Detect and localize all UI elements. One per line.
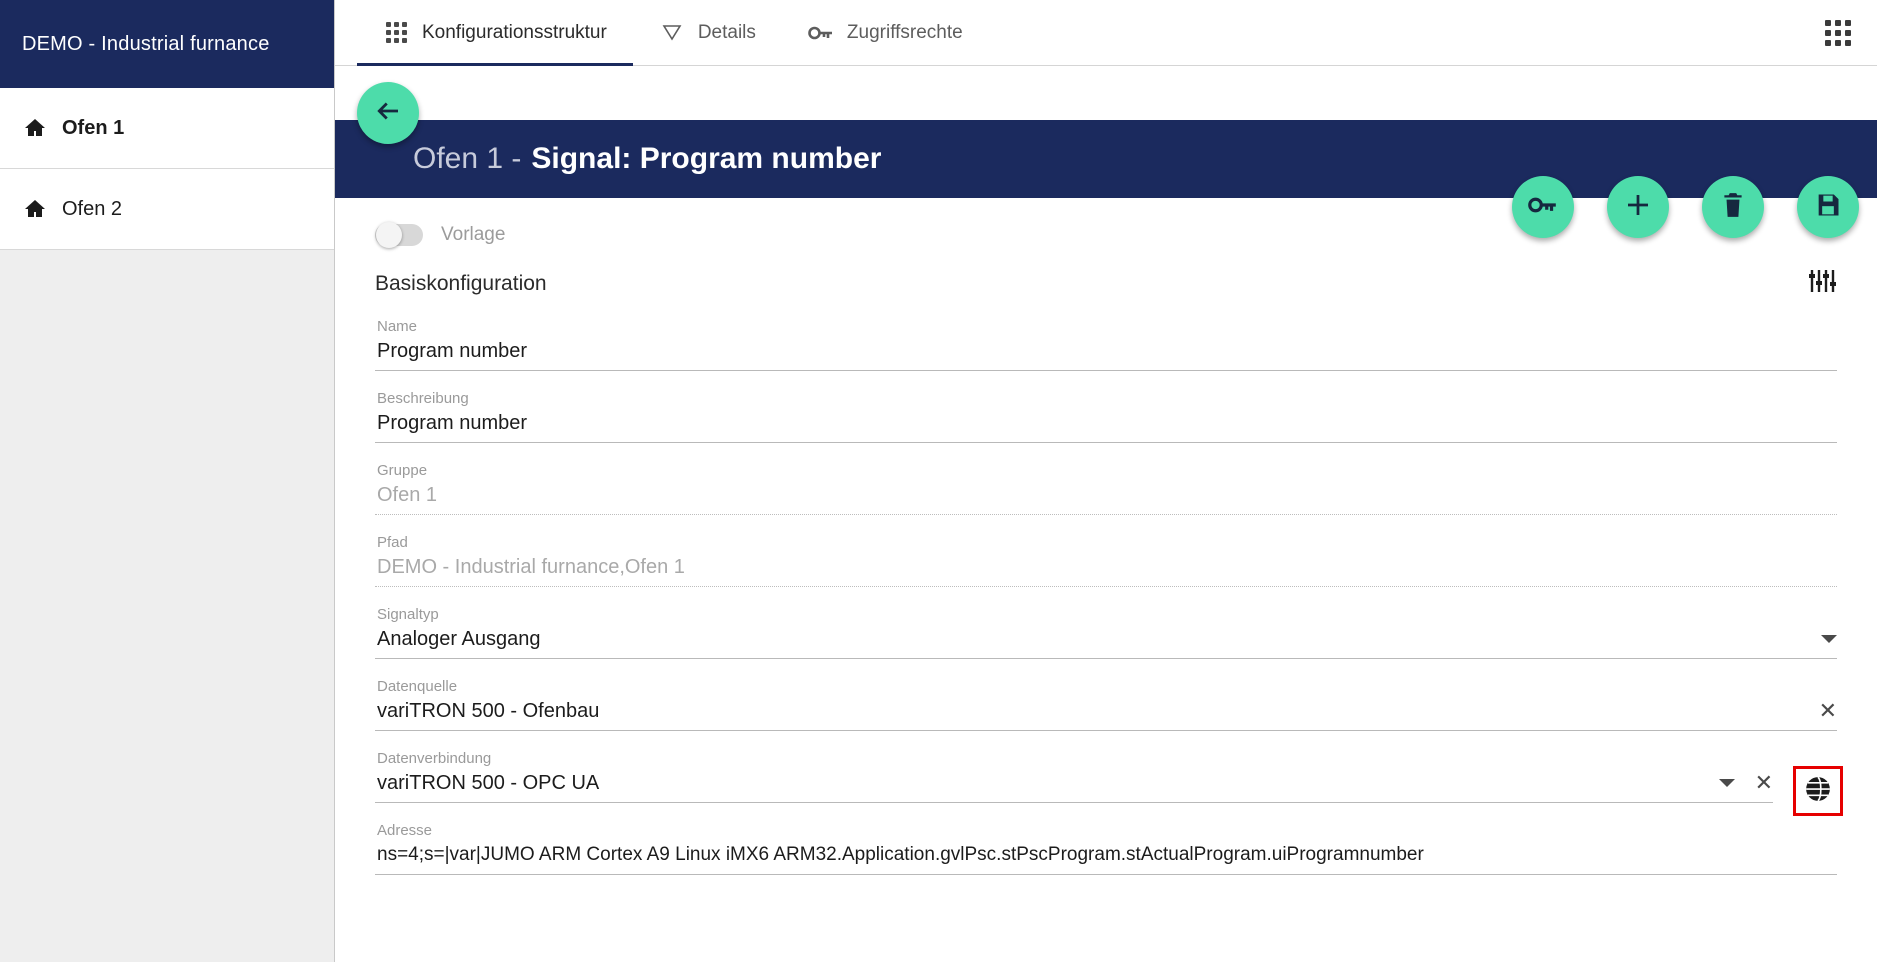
field-input-row[interactable] [375, 627, 1837, 659]
filter-icon [659, 20, 685, 46]
action-button-row [1512, 176, 1859, 238]
section-title: Basiskonfiguration [375, 272, 547, 295]
sidebar-item-ofen-2[interactable] [0, 169, 334, 250]
tab-label: Details [697, 21, 756, 43]
field-label: Beschreibung [377, 390, 469, 407]
data-connection-select[interactable]: variTRON 500 - OPC UA [377, 771, 600, 794]
chevron-down-icon[interactable] [1821, 635, 1837, 643]
field-datenquelle [375, 678, 1837, 731]
chevron-down-icon[interactable] [1719, 779, 1735, 787]
field-adornments [1821, 635, 1837, 643]
home-icon [22, 115, 48, 141]
field-label: Name [377, 318, 418, 335]
template-toggle[interactable] [375, 224, 423, 246]
field-input-row[interactable] [375, 339, 1837, 371]
field-datenverbindung [375, 750, 1837, 803]
field-label: Datenverbindung [377, 750, 492, 767]
content-area [335, 66, 1877, 962]
sidebar-header [0, 0, 334, 88]
name-input[interactable]: Program number [377, 339, 528, 362]
sidebar [0, 0, 335, 962]
signal-type-select[interactable]: Analoger Ausgang [377, 627, 541, 650]
tab-zugriffsrechte[interactable] [782, 0, 989, 65]
tab-label: Zugriffsrechte [846, 21, 963, 43]
save-icon [1814, 191, 1842, 224]
globe-icon [1803, 774, 1833, 809]
field-label: Pfad [377, 534, 408, 551]
field-adresse [375, 822, 1837, 875]
permissions-button[interactable] [1512, 176, 1574, 238]
field-beschreibung [375, 390, 1837, 443]
tab-konfigurationsstruktur[interactable] [357, 0, 633, 65]
sidebar-title: DEMO - Industrial furnance [22, 32, 270, 55]
home-icon [22, 196, 48, 222]
tab-bar [335, 0, 1877, 66]
sidebar-item-ofen-1[interactable] [0, 88, 334, 169]
group-input: Ofen 1 [377, 483, 438, 506]
key-icon [808, 20, 834, 46]
field-signaltyp [375, 606, 1837, 659]
delete-button[interactable] [1702, 176, 1764, 238]
sidebar-item-label: Ofen 1 [62, 116, 125, 139]
plus-icon [1623, 190, 1653, 225]
sliders-icon[interactable] [1807, 268, 1837, 300]
data-source-input[interactable]: variTRON 500 - Ofenbau [377, 699, 600, 722]
field-adornments [1819, 700, 1837, 722]
clear-icon[interactable]: ✕ [1818, 698, 1837, 723]
section-title-row [375, 268, 1837, 300]
sidebar-empty-area [0, 250, 334, 962]
field-label: Gruppe [377, 462, 428, 479]
field-input-row[interactable] [375, 843, 1837, 875]
apps-grid-icon[interactable] [1825, 20, 1851, 46]
tab-details[interactable] [633, 0, 782, 65]
grid-icon [383, 20, 409, 46]
field-label: Datenquelle [377, 678, 458, 695]
field-name [375, 318, 1837, 371]
browse-opc-server-button[interactable] [1793, 766, 1843, 816]
arrow-left-icon [373, 96, 403, 131]
back-button[interactable] [357, 82, 419, 144]
field-input-row[interactable] [375, 411, 1837, 443]
field-label: Signaltyp [377, 606, 439, 623]
key-icon [1527, 192, 1559, 223]
field-label: Adresse [377, 822, 433, 839]
path-input: DEMO - Industrial furnance,Ofen 1 [377, 555, 685, 578]
page-title-prefix: Ofen 1 - [413, 142, 522, 175]
page-title: Signal: Program number [531, 142, 882, 175]
field-adornments [1719, 772, 1773, 794]
clear-icon[interactable]: ✕ [1754, 770, 1773, 795]
sidebar-item-label: Ofen 2 [62, 197, 123, 220]
field-input-row[interactable] [375, 699, 1837, 731]
template-toggle-label: Vorlage [441, 224, 506, 245]
add-button[interactable] [1607, 176, 1669, 238]
configuration-form [335, 198, 1877, 962]
field-input-row [375, 483, 1837, 515]
description-input[interactable]: Program number [377, 411, 528, 434]
trash-icon [1720, 191, 1746, 224]
field-pfad [375, 534, 1837, 587]
field-gruppe [375, 462, 1837, 515]
tab-label: Konfigurationsstruktur [422, 21, 607, 43]
field-input-row [375, 555, 1837, 587]
main-panel [335, 0, 1877, 962]
save-button[interactable] [1797, 176, 1859, 238]
address-input[interactable]: ns=4;s=|var|JUMO ARM Cortex A9 Linux iMX6 ARM32.Application.gvlPsc.stPscProgram.stActualProgram.uiProgramnumber [377, 844, 1424, 865]
field-input-row[interactable] [375, 771, 1773, 803]
